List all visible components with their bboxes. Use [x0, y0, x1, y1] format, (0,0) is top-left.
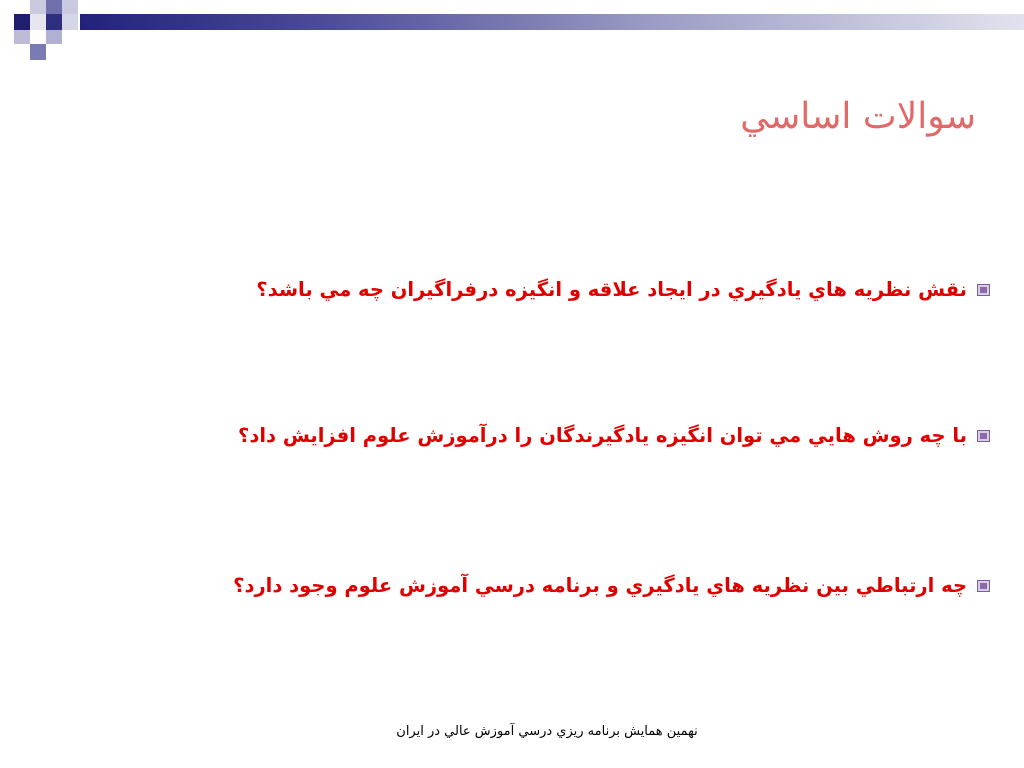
bullet-text: چه ارتباطي بين نظريه هاي يادگيري و برنامه درسي آموزش علوم وجود دارد؟: [233, 574, 967, 597]
top-gradient-banner: [80, 14, 1024, 30]
slide-footer: نهمين همايش برنامه ريزي درسي آموزش عالي در ايران: [396, 724, 698, 739]
deco-square: [30, 14, 46, 30]
deco-square: [46, 30, 62, 44]
deco-square: [30, 0, 46, 14]
deco-square: [14, 14, 30, 30]
slide-title: سوالات اساسي: [740, 96, 976, 137]
deco-square: [46, 14, 62, 30]
deco-square: [62, 14, 78, 30]
square-bullet-icon: [977, 284, 990, 296]
deco-square: [62, 0, 78, 14]
square-bullet-icon: [977, 580, 990, 592]
bullet-item: [238, 424, 990, 447]
deco-square: [30, 44, 46, 60]
bullet-item: [233, 574, 990, 597]
deco-square: [14, 30, 30, 44]
deco-square: [46, 0, 62, 14]
bullet-text: نقش نظريه هاي يادگيري در ايجاد علاقه و انگيزه درفراگيران چه مي باشد؟: [256, 278, 967, 301]
bullet-item: [256, 278, 990, 301]
bullet-text: با چه روش هايي مي توان انگيزه يادگيرندگان را درآموزش علوم افزايش داد؟: [238, 424, 967, 447]
square-bullet-icon: [977, 430, 990, 442]
